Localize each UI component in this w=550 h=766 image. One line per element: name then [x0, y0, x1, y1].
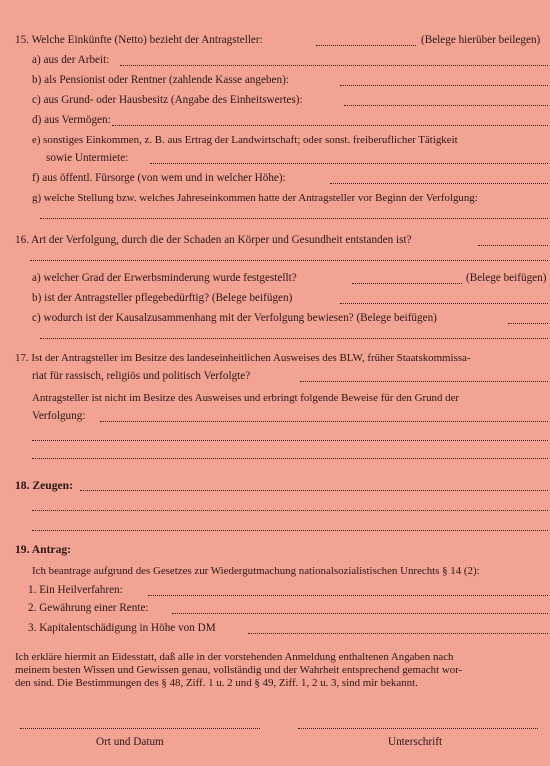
s15-e-line[interactable] — [150, 163, 548, 164]
s15-a-line[interactable] — [120, 65, 548, 66]
s19-item-3: 3. Kapitalentschädigung in Höhe von DM — [28, 622, 216, 634]
s16-b-line[interactable] — [340, 303, 548, 304]
s15-input-line[interactable] — [316, 45, 416, 46]
s15-g-label: g) welche Stellung bzw. welches Jahreseinkommen hatte der Antragsteller vor Beginn der Verfolgung: — [32, 192, 478, 204]
s17-line-3: Antragsteller ist nicht im Besitze des Ausweises und erbringt folgende Beweise für den Grund der — [32, 392, 460, 404]
s19-item-1-line[interactable] — [148, 595, 548, 596]
s17-input-line[interactable] — [300, 381, 548, 382]
s15-f-line[interactable] — [330, 183, 548, 184]
s16-heading: 16. Art der Verfolgung, durch die der Schaden an Körper und Gesundheit entstanden ist? — [15, 234, 412, 246]
s19-item-2: 2. Gewährung einer Rente: — [28, 602, 149, 614]
s18-line-c[interactable] — [32, 530, 548, 531]
place-date-label: Ort und Datum — [96, 736, 164, 748]
s16-input-line[interactable] — [478, 245, 548, 246]
s19-line-1: Ich beantrage aufgrund des Gesetzes zur Wiedergutmachung nationalsozialistischen Unrechts § 14 (2): — [32, 565, 480, 577]
s17-line-c[interactable] — [32, 458, 548, 459]
s15-heading: 15. Welche Einkünfte (Netto) bezieht der Antragsteller: — [15, 34, 263, 46]
s16-a-line[interactable] — [352, 283, 462, 284]
s15-c-line[interactable] — [344, 105, 548, 106]
s16-c-line-2[interactable] — [40, 338, 548, 339]
decl-line-1: Ich erkläre hiermit an Eidesstatt, daß alle in der vorstehenden Anmeldung enthaltenen Angaben nach — [15, 651, 454, 663]
s19-item-3-line[interactable] — [248, 633, 548, 634]
s17-line-2: riat für rassisch, religiös und politisch Verfolgte? — [32, 370, 251, 382]
s16-b-label: b) ist der Antragsteller pflegebedürftig? (Belege beifügen) — [32, 292, 293, 304]
s17-line-1: 17. Ist der Antragsteller im Besitze des landeseinheitlichen Ausweises des BLW, früher Staatskommissa- — [15, 352, 471, 364]
decl-line-2: meinem besten Wissen und Gewissen genau, vollständig und der Wahrheit entsprechend gemacht wor- — [15, 664, 463, 676]
s15-note: (Belege hierüber beilegen) — [421, 34, 541, 46]
s16-c-label: c) wodurch ist der Kausalzusammenhang mit der Verfolgung bewiesen? (Belege beifügen) — [32, 312, 437, 324]
s18-line-a[interactable] — [80, 490, 548, 491]
s18-heading: 18. Zeugen: — [15, 479, 73, 492]
decl-line-3: den sind. Die Bestimmungen des § 48, Ziff. 1 u. 2 und § 49, Ziff. 1, 2 u. 3, sind mir bekannt. — [15, 677, 418, 689]
s15-e-label: e) sonstiges Einkommen, z. B. aus Ertrag der Landwirtschaft; oder sonst. freiberuflicher Tätigkeit — [32, 134, 458, 146]
s18-line-b[interactable] — [32, 510, 548, 511]
place-date-line[interactable] — [20, 728, 260, 729]
s15-b-line[interactable] — [340, 85, 548, 86]
s19-item-2-line[interactable] — [172, 613, 548, 614]
s15-d-line[interactable] — [112, 125, 548, 126]
s15-d-label: d) aus Vermögen: — [32, 114, 111, 126]
s16-c-line[interactable] — [508, 323, 548, 324]
s19-heading: 19. Antrag: — [15, 543, 72, 556]
s15-c-label: c) aus Grund- oder Hausbesitz (Angabe des Einheitswertes): — [32, 94, 303, 106]
s15-f-label: f) aus öffentl. Fürsorge (von wem und in welcher Höhe): — [32, 172, 286, 184]
s17-line-a[interactable] — [100, 421, 548, 422]
s16-line-2[interactable] — [30, 260, 548, 261]
s17-line-b[interactable] — [32, 440, 548, 441]
s16-a-note: (Belege beifügen) — [466, 272, 547, 284]
s15-a-label: a) aus der Arbeit: — [32, 54, 110, 66]
s16-a-label: a) welcher Grad der Erwerbsminderung wurde festgestellt? — [32, 272, 297, 284]
signature-label: Unterschrift — [388, 736, 443, 748]
s15-b-label: b) als Pensionist oder Rentner (zahlende Kasse angeben): — [32, 74, 289, 86]
s15-g-line[interactable] — [40, 218, 548, 219]
s19-item-1: 1. Ein Heilverfahren: — [28, 584, 123, 596]
s15-e-label-2: sowie Untermiete: — [46, 152, 129, 164]
s17-line-4: Verfolgung: — [32, 410, 86, 422]
signature-line[interactable] — [298, 728, 538, 729]
